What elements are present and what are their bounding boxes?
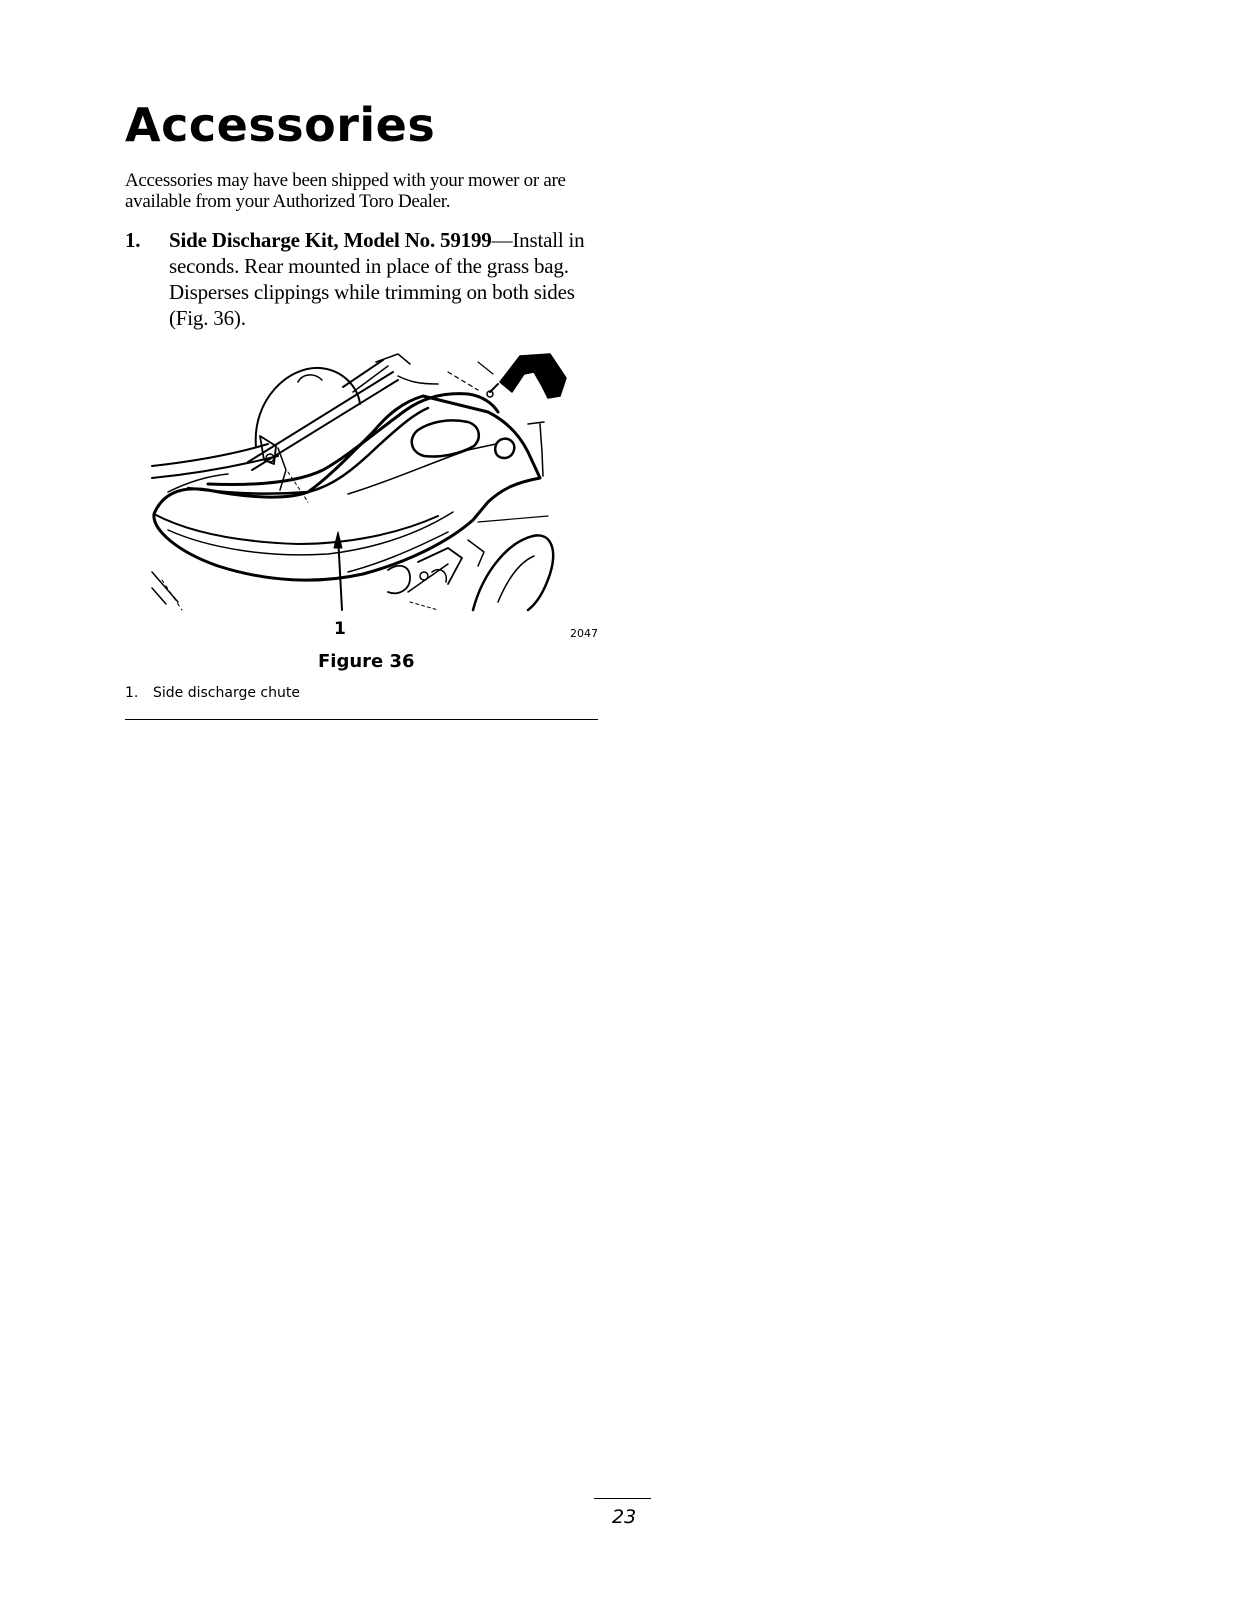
section-divider <box>125 719 598 720</box>
figure-code: 2047 <box>570 627 598 640</box>
item-number: 1. <box>125 228 141 252</box>
figure-legend <box>125 685 300 701</box>
figure-caption: Figure 36 <box>318 651 415 672</box>
item-description: Install in seconds. Rear mounted in place of the grass bag. Disperses clippings while trimming on both sides (Fig. 36). <box>169 228 585 330</box>
legend-number: 1. <box>125 685 139 701</box>
page-title: Accessories <box>125 98 436 152</box>
side-discharge-chute-illustration <box>148 352 568 614</box>
page-number: 23 <box>612 1506 637 1528</box>
item-text <box>169 227 605 331</box>
intro-paragraph: Accessories may have been shipped with your mower or are available from your Authorized Toro Dealer. <box>125 170 566 212</box>
page-number-rule <box>594 1498 651 1499</box>
item-separator: — <box>491 228 513 252</box>
item-name: Side Discharge Kit, Model No. 59199 <box>169 228 492 252</box>
figure-callout-number: 1 <box>334 619 346 639</box>
legend-text: Side discharge chute <box>153 685 300 701</box>
